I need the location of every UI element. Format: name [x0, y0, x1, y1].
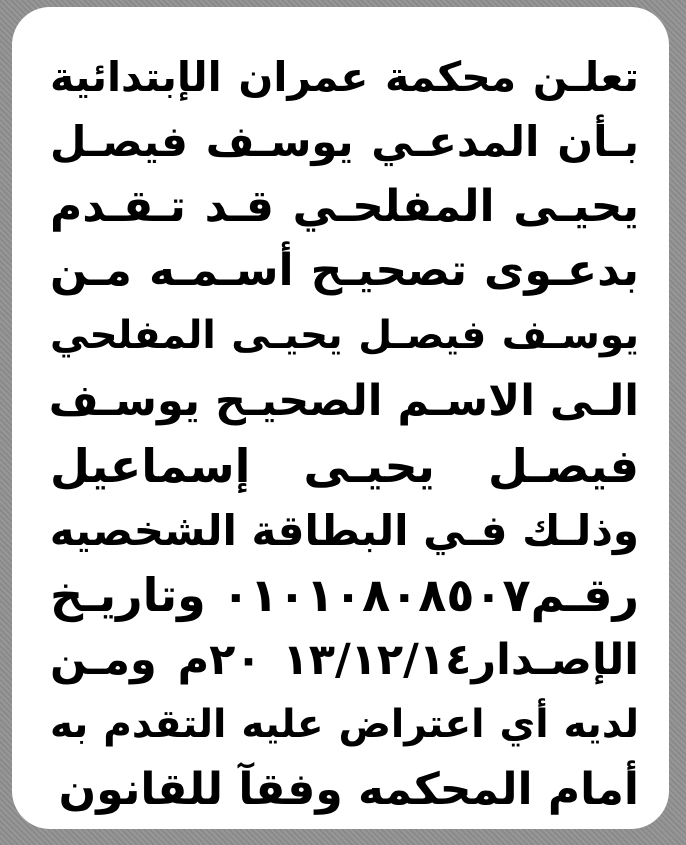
notice-card — [12, 7, 669, 829]
notice-line: يوسـف فيصـل يحيـى المفلحي — [50, 313, 639, 359]
notice-line: بـأن المدعـي يوسـف فيصـل — [50, 116, 639, 166]
notice-line: بدعـوى تصحيـح أسـمـه مـن — [50, 245, 639, 297]
notice-line: تعلـن محكمة عمران الإبتدائية — [50, 53, 639, 101]
notice-line: أمام المحكمه وفقآ للقانون — [58, 763, 639, 815]
notice-body — [50, 45, 639, 823]
notice-line: فيصـل يحيـى إسماعيل — [50, 438, 639, 493]
notice-line: لديه أي اعتراض عليه التقدم به — [50, 701, 639, 747]
notice-line: يحيـى المفلحـي قـد تـقـدم — [50, 180, 639, 232]
notice-line: رقـم٠١٠١٠٨٠٨٥٠٧ وتاريـخ — [49, 568, 639, 623]
notice-line: الـى الاسـم الصحيـح يوسـف — [48, 375, 639, 426]
notice-line: الإصـدار١٣/١٢/١٤ ٢٠م ومـن — [50, 635, 639, 686]
notice-line: وذلـك فـي البطاقة الشخصيه — [49, 505, 639, 555]
